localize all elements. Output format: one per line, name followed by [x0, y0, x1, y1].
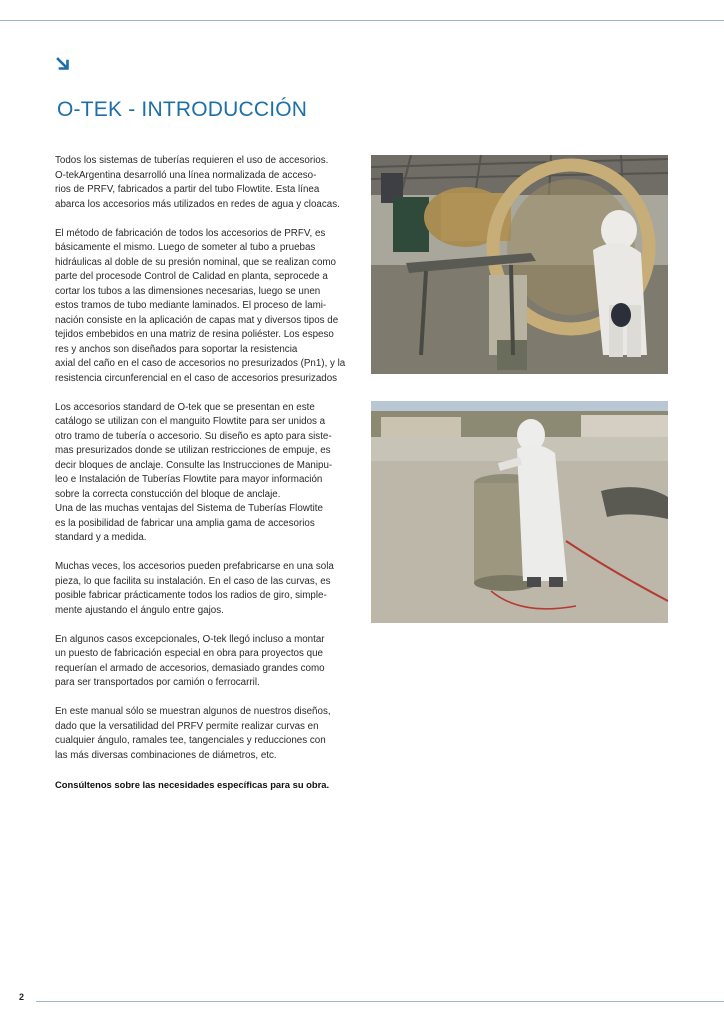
paragraph-on-site [55, 633, 355, 691]
text-line: un puesto de fabricación especial en obra para proyectos que [55, 648, 323, 659]
text-line: otro tramo de tubería o accesorio. Su diseño es apto para siste- [55, 430, 332, 442]
text-line: sobre la correcta constucción del bloque de anclaje. [55, 488, 281, 500]
text-line: El método de fabricación de todos los accesorios de PRFV, es [55, 227, 326, 239]
text-line: catálogo se utilizan con el manguito Flowtite para ser unidos a [55, 416, 326, 427]
text-line: Los accesorios standard de O-tek que se presentan en este [55, 401, 315, 413]
bottom-rule [36, 1001, 724, 1002]
text-line: resistencia circunferencial en el caso de accesorios presurizados [55, 372, 338, 384]
text-line: abarca los accesorios más utilizados en redes de agua y cloacas. [55, 198, 340, 210]
paragraph-method [55, 227, 355, 387]
body-text [55, 154, 355, 807]
text-line: hidráulicas al doble de su presión nominal, que se realizan como [55, 256, 337, 268]
text-line: básicamente el mismo. Luego de someter al tubo a pruebas [55, 242, 316, 253]
text-line: standard y a medida. [55, 532, 147, 543]
text-line: las más diversas combinaciones de diámetros, etc. [55, 749, 277, 761]
text-line: Una de las muchas ventajas del Sistema de Tuberías Flowtite [55, 503, 323, 514]
text-line: mas presurizados donde se utilizan restricciones de empuje, es [55, 445, 331, 456]
text-line: posible fabricar prácticamente todos los radios de giro, simple- [55, 590, 327, 601]
workshop-photo [371, 155, 668, 374]
text-line: cualquier ángulo, ramales tee, tangenciales y reducciones con [55, 735, 326, 746]
text-line: estos tramos de tubo mediante laminados. El proceso de lami- [55, 300, 327, 311]
text-line: Todos los sistemas de tuberías requieren el uso de accesorios. [55, 155, 329, 166]
yard-photo [371, 401, 668, 623]
text-line: pieza, lo que facilita su instalación. En el caso de las curvas, es [55, 575, 331, 587]
text-line: leo e Instalación de Tuberías Flowtite para mayor información [55, 474, 323, 485]
text-line: Muchas veces, los accesorios pueden prefabricarse en una sola [55, 561, 334, 572]
paragraph-intro [55, 154, 355, 212]
text-line: mente ajustando el ángulo entre gajos. [55, 604, 224, 616]
text-line: dado que la versatilidad del PRFV permite realizar curvas en [55, 720, 319, 732]
text-line: tejidos embebidos en una matriz de resina poliéster. Los espeso [55, 329, 334, 340]
page-number: 2 [19, 992, 25, 1002]
paragraph-versatility [55, 705, 355, 763]
arrow-down-right-icon [55, 56, 71, 72]
top-rule [0, 20, 724, 21]
text-line: rios de PRFV, fabricados a partir del tubo Flowtite. Esta línea [55, 184, 320, 195]
text-line: En este manual sólo se muestran algunos de nuestros diseños, [55, 706, 331, 717]
text-line: nación consiste en la aplicación de capas mat y diversos tipos de [55, 314, 339, 326]
text-line: En algunos casos excepcionales, O-tek llegó incluso a montar [55, 633, 325, 645]
paragraph-prefabrication [55, 560, 355, 618]
page-title: O-TEK - INTRODUCCIÓN [57, 98, 308, 121]
text-line: decir bloques de anclaje. Consulte las Instrucciones de Manipu- [55, 459, 333, 471]
text-line: para ser transportados por camión o ferrocarril. [55, 677, 260, 688]
text-line: requerían el armado de accesorios, demasiado grandes como [55, 662, 325, 674]
text-line: cortar los tubos a las dimensiones necesarias, luego se unen [55, 285, 321, 297]
closing-statement: Consúltenos sobre las necesidades específicas para su obra. [55, 778, 330, 790]
paragraph-standard-fittings [55, 401, 355, 546]
text-line: es la posibilidad de fabricar una amplia gama de accesorios [55, 517, 315, 529]
text-line: O-tekArgentina desarrolló una línea normalizada de acceso- [55, 169, 317, 181]
text-line: res y anchos son diseñados para soportar la resistencia [55, 343, 298, 355]
text-line: parte del procesode Control de Calidad en planta, seprocede a [55, 271, 328, 282]
text-line: axial del caño en el caso de accesorios no presurizados (Pn1), y la [55, 358, 346, 369]
